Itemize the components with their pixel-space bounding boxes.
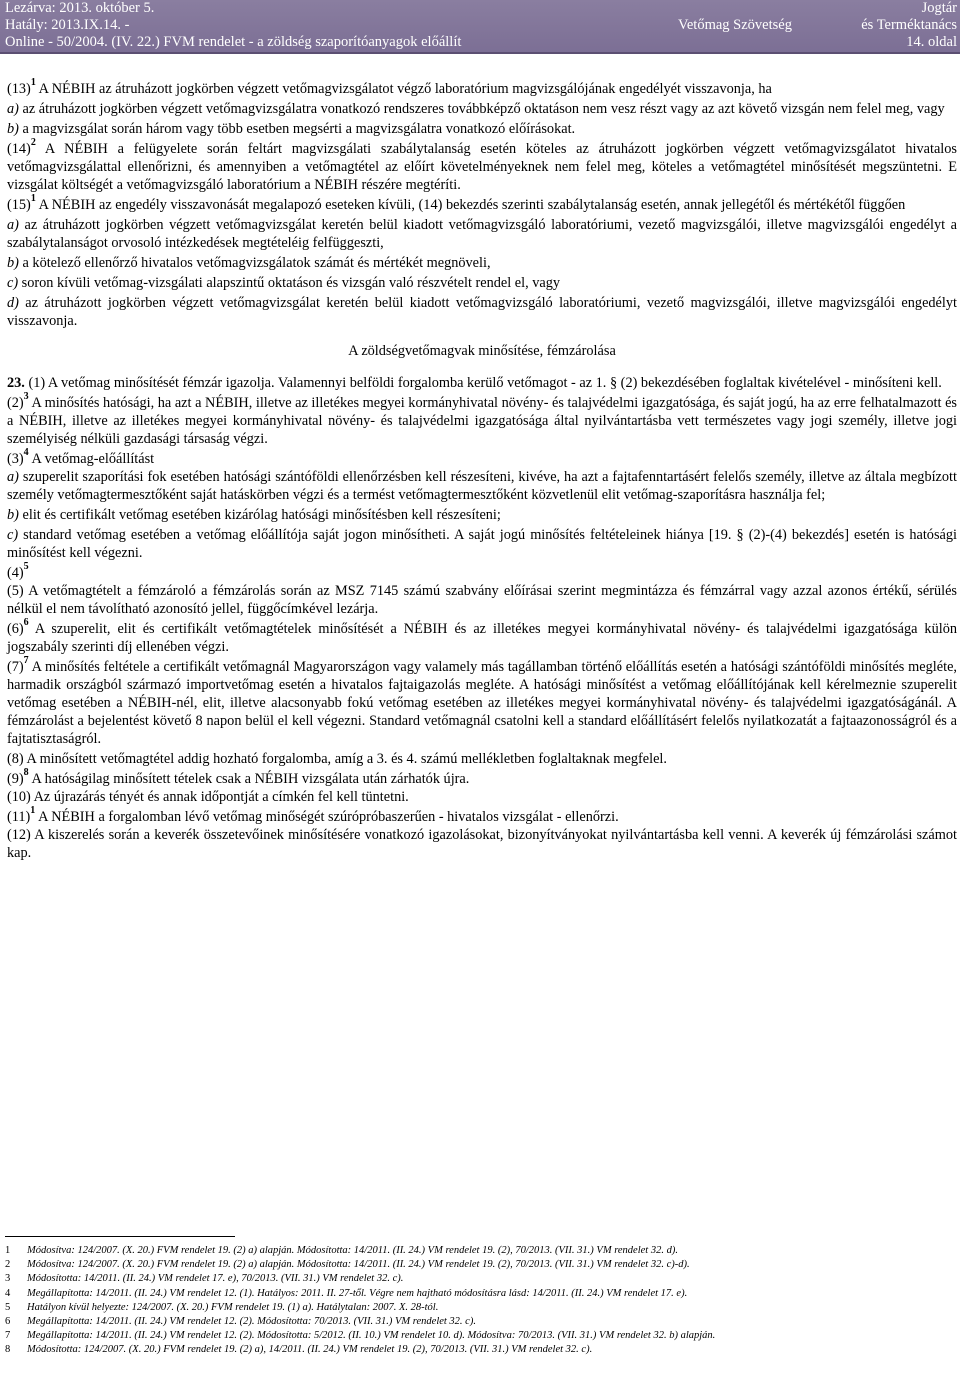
footnote-ref: 5 <box>23 561 29 573</box>
header-closed-date: Lezárva: 2013. október 5. <box>5 0 155 16</box>
header-publisher: Vetőmag Szövetség <box>678 17 792 33</box>
section-23-p3-c: c) standard vetőmag esetében a vetőmag előállítója saját jogon minősítheti. A saját jogú minősítés feltételeinek hiánya [19. § (2)-(4) bekezdés] esetén is hatósági minősítést kell végezni. <box>7 527 957 561</box>
footnote-6: 6 Megállapította: 14/2011. (II. 24.) VM rendelet 12. (2). Módosította: 70/2013. (VII. 31.) VM rendelet 32. c). <box>5 1316 476 1328</box>
footnote-8: 8 Módosította: 124/2007. (X. 20.) FVM rendelet 19. (2) a), 14/2011. (II. 24.) VM rendelet 19. (2), 70/2013. (VII. 31.) VM rendelet 32. c). <box>5 1344 593 1356</box>
section-23-p3-b: b) elit és certifikált vetőmag esetében kizárólag hatósági minősítésben kell részesíteni; <box>7 507 501 523</box>
section-23-p6: $(6)^6$ A szuperelit, elit és certifikált vetőmagtételek minősítését a NÉBIH és az illetékes megyei kormányhivatal növény- és talajvédelmi igazgatósága külön jogszabály szerinti díj ellenében végzi. <box>7 617 957 655</box>
section-23-p12: (12) A kiszerelés során a keverék összetevőinek minősítésére vonatkozó igazolásokat, bizonyítványokat nyilvántartásba kell venni. A keverék új fémzárolási számot kap. <box>7 827 957 861</box>
section-23-p11: $(11)^1$ A NÉBIH a forgalomban lévő vetőmag minőségét szúrópróbaszerűen - hivatalos vizsgálat - ellenőrzi. <box>7 805 619 825</box>
footnote-ref: 1 <box>30 805 36 817</box>
header-page-number: 14. oldal <box>906 34 957 50</box>
section-23-p10: (10) Az újrazárás tényét és annak időpontját a címkén fel kell tüntetni. <box>7 789 409 805</box>
section-23-p2: $(2)^3$ A minősítés hatósági, ha azt a NÉBIH, illetve az illetékes megyei kormányhivatal növény- és talajvédelmi igazgatósága, és saját jogú, ha az erre felhatalmazott és a NÉBIH, illetve az illetékes megyei kormányhivatal növény- és talajvédelmi igazgatósága által nyilvántartásba vett természetes vagy jogi személy, illetve jogi személyiség nélküli gazdasági társaság végzi. <box>7 391 957 447</box>
paragraph-15: $(15)^1$ A NÉBIH az engedély visszavonását megalapozó eseteken kívüli, (14) bekezdés szerinti szabálytalanság esetén, annak jellegétől és mértékétől függően <box>7 193 906 213</box>
footnote-ref: 2 <box>30 137 36 149</box>
footnote-ref: 8 <box>23 767 29 779</box>
header-rule <box>0 52 960 54</box>
section-23-p3-a: a) szuperelit szaporítási fok esetében hatósági szántóföldi ellenőrzésben kell részesíteni, kivéve, ha azt a fajtafenntartásért felelős személy, illetve az általa megbízott személy vetőmagtermesztőként saját hatáskörben végzi és a termést vetőmagtermesztőként közvetlenül elit vetőmag-szaporításra használja fel; <box>7 469 957 503</box>
footnote-4: 4 Megállapította: 14/2011. (II. 24.) VM rendelet 12. (1). Hatályos: 2011. II. 27-től. Végre nem hajtható módosításra lásd: 14/2011. (II. 24.) VM rendelet 17. e). <box>5 1287 688 1299</box>
footnote-ref: 1 <box>30 77 36 89</box>
section-23-p9: $(9)^8$ A hatóságilag minősített tételek csak a NÉBIH vizsgálata után zárhatók újra. <box>7 767 470 787</box>
footnote-1: 1 Módosítva: 124/2007. (X. 20.) FVM rendelet 19. (2) a) alapján. Módosította: 14/2011. (II. 24.) VM rendelet 19. (2), 70/2013. (VII. 31.) VM rendelet 32. d). <box>5 1245 678 1256</box>
paragraph-13: $(13)^1$ A NÉBIH az átruházott jogkörben végzett vetőmagvizsgálatot végző laboratórium magvizsgálójának engedélyét visszavonja, ha <box>7 77 772 97</box>
page-header <box>0 0 960 52</box>
footnote-divider <box>5 1236 235 1237</box>
section-23-p7: $(7)^7$ A minősítés feltétele a certifikált vetőmagnál Magyarországon vagy valamely más tagállamban történő előállítás esetén a hatósági szántóföldi minősítés megléte, harmadik országból származó importvetőmag esetén a hivatalos fajtaigazolás megléte. A hatósági minősítést a vetőmag előállítójának kell kérelmeznie szuperelit vetőmag esetében a NÉBIH-nél, elit, illetve alacsonyabb fokú vetőmag esetében az illetékes megyei kormányhivatal növény- és talajvédelmi igazgatóságánál. A fémzárolást a bejelentést követő 8 napon belül el kell végezni. Standard vetőmagnál csatolni kell a standard előállításért felelős nyilatkozatát a fajtaazonosságról és a fajtatisztaságról. <box>7 655 957 747</box>
section-23-p5: (5) A vetőmagtételt a fémzároló a fémzárolás során az MSZ 7145 számú szabvány előírásai szerint megmintázza és fémzárral vagy azzal azonos értékű, sérülés nélkül el nem távolítható azonosító jellel, függőcímkével lezárja. <box>7 583 957 617</box>
section-23-p4: $(4)^5$ <box>7 561 29 581</box>
footnote-5: 5 Hatályon kívül helyezte: 124/2007. (X. 20.) FVM rendelet 19. (1) a). Hatálytalan: 2007. X. 28-tól. <box>5 1301 439 1313</box>
section-23-p1: 23. (1) A vetőmag minősítését fémzár igazolja. Valamennyi belföldi forgalomba kerülő vetőmagot - az 1. § (2) bekezdésében foglaltak kivételével - minősíteni kell. <box>7 375 942 391</box>
header-council: és Terméktanács <box>861 17 957 33</box>
footnote-7: 7 Megállapította: 14/2011. (II. 24.) VM rendelet 12. (2). Módosította: 5/2012. (II. 10.) VM rendelet 10. d). Módosítva: 70/2013. (VII. 31.) VM rendelet 32. b) alapján. <box>5 1330 716 1342</box>
paragraph-15-a: a) az átruházott jogkörben végzett vetőmagvizsgálat keretén belül kiadott vetőmagvizsgáló laboratóriumi, vezető magvizsgálói, illetve magvizsgálói engedélyt a szabálytalanságot orvosoló intézkedések megtételéig felfüggeszti, <box>7 217 957 251</box>
paragraph-15-b: b) a kötelező ellenőrző hivatalos vetőmagvizsgálatok számát és mértékét megnöveli, <box>7 255 491 271</box>
footnote-ref: 6 <box>23 617 29 629</box>
footnote-ref: 1 <box>30 193 36 205</box>
footnote-2: 2 Módosítva: 124/2007. (X. 20.) FVM rendelet 19. (2) a) alapján. Módosította: 14/2011. (II. 24.) VM rendelet 19. (2), 70/2013. (VII. 31.) VM rendelet 32. c)-d). <box>5 1259 690 1271</box>
footnote-ref: 4 <box>23 447 29 459</box>
footnotes <box>5 1244 955 1358</box>
paragraph-15-c: c) soron kívüli vetőmag-vizsgálati alapszintű oktatáson és vizsgán való részvételt rendel el, vagy <box>7 275 561 291</box>
section-heading: A zöldségvetőmagvak minősítése, fémzárolása <box>348 343 616 359</box>
document-body <box>7 77 957 864</box>
paragraph-13-a: a) az átruházott jogkörben végzett vetőmagvizsgálatra vonatkozó rendszeres továbbképző oktatáson nem vesz részt vagy az azt követő vizsgán nem felel meg, vagy <box>7 101 945 117</box>
header-document-title: Online - 50/2004. (IV. 22.) FVM rendelet - a zöldség szaporítóanyagok előállít <box>5 34 462 50</box>
section-23-p8: (8) A minősített vetőmagtétel addig hozható forgalomba, amíg a 3. és 4. számú mellékletben foglaltaknak megfelel. <box>7 751 667 767</box>
header-effective-date: Hatály: 2013.IX.14. - <box>5 17 130 33</box>
section-23-p3: $(3)^4$ A vetőmag-előállítást <box>7 447 155 467</box>
footnote-ref: 3 <box>23 391 29 403</box>
paragraph-14: $(14)^2$ A NÉBIH a felügyelete során feltárt magvizsgálati szabálytalanság esetén köteles az átruházott jogkörben végzett vetőmagvizsgálatot hivatalos vetőmagvizsgálattal ellenőrizni, és amennyiben a vetőmagtétel az előírt követelményeknek nem felel meg, köteles a vetőmagtétel minősítését megszüntetni. E vizsgálat költségét a vetőmagvizsgáló laboratórium a NÉBIH részére megtéríti. <box>7 137 957 193</box>
paragraph-15-d: d) az átruházott jogkörben végzett vetőmagvizsgálat keretén belül kiadott vetőmagvizsgáló laboratóriumi, vezető magvizsgálói, illetve magvizsgálói engedélyt visszavonja. <box>7 295 957 329</box>
paragraph-13-b: b) a magvizsgálat során három vagy több esetben megsérti a magvizsgálatra vonatkozó előírásokat. <box>7 121 576 137</box>
footnote-3: 3 Módosította: 14/2011. (II. 24.) VM rendelet 17. e), 70/2013. (VII. 31.) VM rendelet 32. c). <box>5 1273 404 1285</box>
header-product-name: Jogtár <box>921 0 957 16</box>
footnote-ref: 7 <box>23 655 29 667</box>
